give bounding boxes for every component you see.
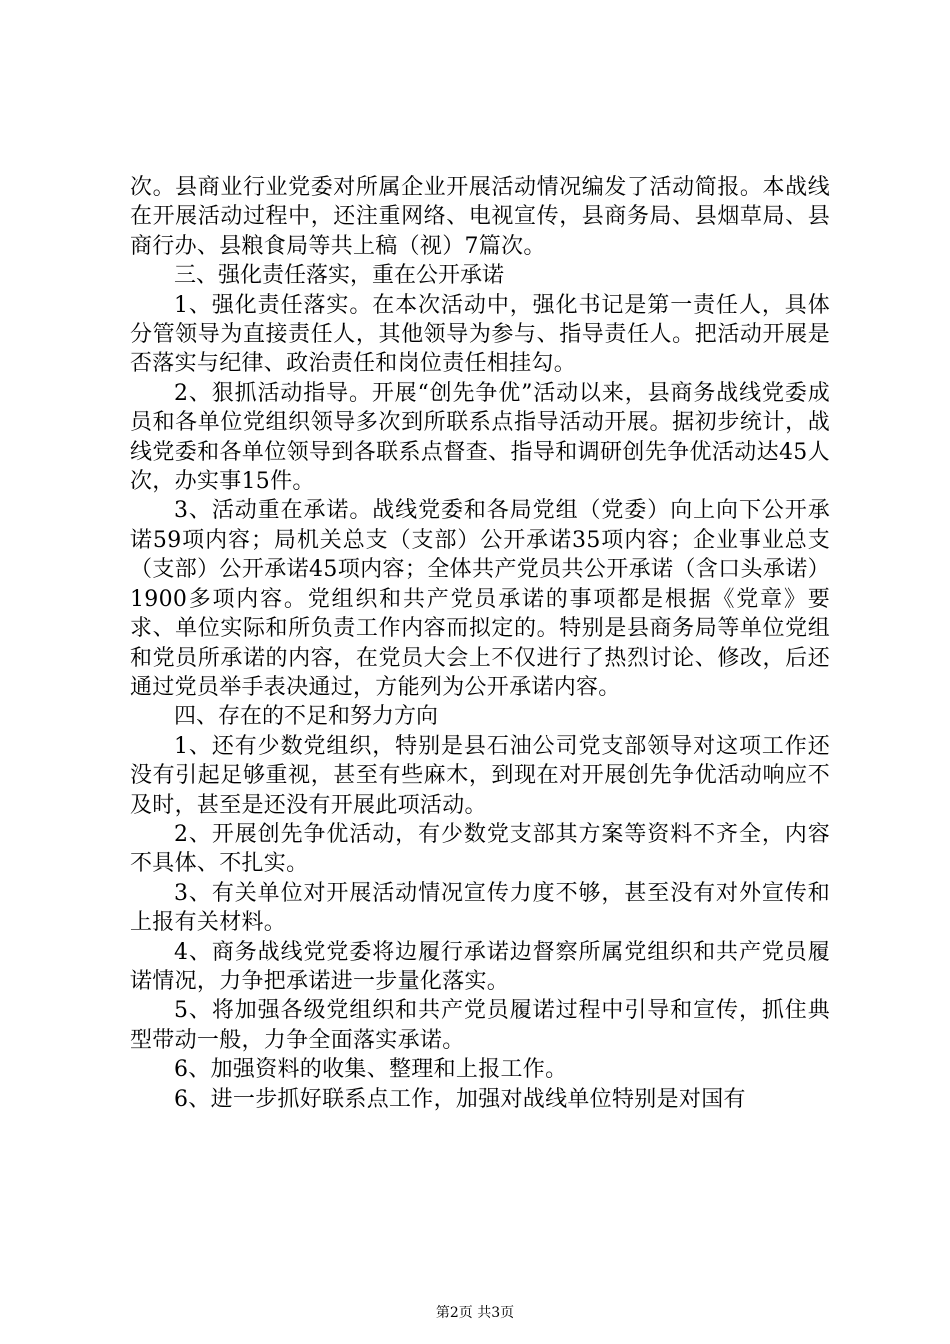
- paragraph-direction-5: 5、将加强各级党组织和共产党员履诺过程中引导和宣传，抓住典型带动一般，力争全面落实承诺。: [130, 998, 830, 1053]
- paragraph-commitment: 3、活动重在承诺。战线党委和各局党组（党委）向上向下公开承诺59项内容；局机关总支（支部）公开承诺35项内容；企业事业总支（支部）公开承诺45项内容；全体共产党员共公开承诺（含口头承诺）1900多项内容。党组织和共产党员承诺的事项都是根据《党章》要求、单位实际和所负责工作内容而拟定的。特别是县商务局等单位党组和党员所承诺的内容，在党员大会上不仅进行了热烈讨论、修改，后还通过党员举手表决通过，方能列为公开承诺内容。: [130, 498, 830, 700]
- paragraph-shortcoming-1: 1、还有少数党组织，特别是县石油公司党支部领导对这项工作还没有引起足够重视，甚至有些麻木，到现在对开展创先争优活动响应不及时，甚至是还没有开展此项活动。: [130, 733, 830, 818]
- paragraph-direction-4: 4、商务战线党党委将边履行承诺边督察所属党组织和共产党员履诺情况，力争把承诺进一步量化落实。: [130, 939, 830, 994]
- paragraph-continuation: 次。县商业行业党委对所属企业开展活动情况编发了活动简报。本战线在开展活动过程中，还注重网络、电视宣传，县商务局、县烟草局、县商行办、县粮食局等共上稿（视）7篇次。: [130, 175, 830, 259]
- paragraph-shortcoming-2: 2、开展创先争优活动，有少数党支部其方案等资料不齐全，内容不具体、不扎实。: [130, 821, 830, 877]
- section-heading-four: 四、存在的不足和努力方向: [174, 704, 439, 730]
- paragraph-guidance: 2、狠抓活动指导。开展“创先争优”活动以来，县商务战线党委成员和各单位党组织领导多次到所联系点指导活动开展。据初步统计，战线党委和各单位领导到各联系点督查、指导和调研创先争优活动达45人次，办实事15件。: [130, 380, 830, 495]
- paragraph-shortcoming-3: 3、有关单位对开展活动情况宣传力度不够，甚至没有对外宣传和上报有关材料。: [130, 880, 830, 936]
- paragraph-direction-6b: 6、进一步抓好联系点工作，加强对战线单位特别是对国有: [174, 1086, 746, 1112]
- document-body: [130, 173, 830, 1114]
- page-number-footer: 第2页 共3页: [435, 1305, 515, 1321]
- paragraph-responsibility: 1、强化责任落实。在本次活动中，强化书记是第一责任人，具体分管领导为直接责任人，其他领导为参与、指导责任人。把活动开展是否落实与纪律、政治责任和岗位责任相挂勾。: [130, 292, 830, 377]
- paragraph-direction-6a: 6、加强资料的收集、整理和上报工作。: [174, 1057, 568, 1083]
- section-heading-three: 三、强化责任落实，重在公开承诺: [174, 263, 505, 289]
